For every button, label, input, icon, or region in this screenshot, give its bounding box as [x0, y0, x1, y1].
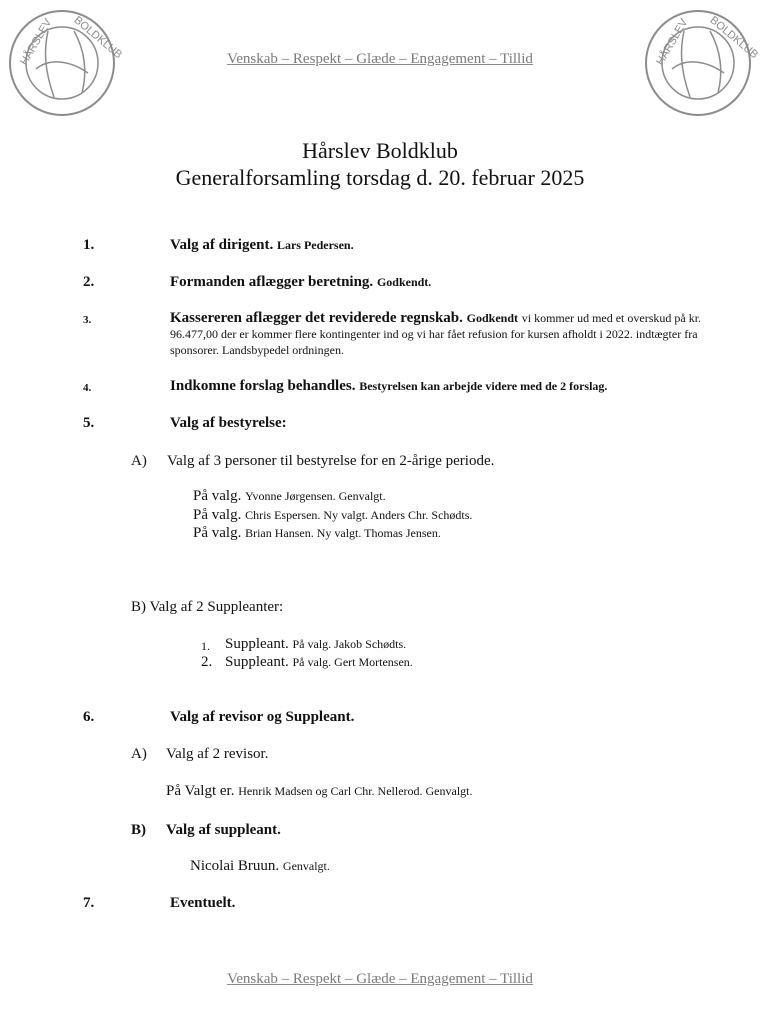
election-prefix: På valg. [193, 488, 242, 504]
agenda-item-4 [170, 378, 710, 395]
club-title: Hårslev Boldklub [302, 138, 458, 163]
election-prefix: På valg. [193, 507, 242, 523]
election-detail: Yvonne Jørgensen. Genvalgt. [245, 489, 386, 503]
substitute-label: Suppleant. [225, 654, 289, 670]
section5-b-text: B) Valg af 2 Suppleanter: [131, 599, 284, 615]
section6-b-text: Valg af suppleant. [166, 822, 281, 838]
section6-b-label: B) [131, 822, 146, 838]
item-note: Lars Pedersen. [276, 238, 354, 252]
election-prefix: På valg. [193, 525, 242, 541]
item-note: Godkendt. [376, 275, 432, 289]
substitute-number: 2. [201, 654, 213, 670]
substitute-auditor-line [190, 858, 330, 875]
substitute-number: 1. [201, 639, 210, 653]
election-line [193, 507, 472, 524]
item-note-bold: Godkendt [466, 311, 518, 325]
item-heading: Valg af revisor og Suppleant. [170, 709, 355, 725]
item-number: 7. [83, 895, 95, 911]
item-heading: Valg af dirigent. [170, 237, 274, 253]
item-number: 2. [83, 274, 95, 290]
agenda-item-3 [170, 310, 710, 358]
item-number: 3. [83, 314, 92, 326]
agenda-item-5 [170, 415, 710, 432]
election-line [193, 488, 386, 505]
election-detail: Chris Espersen. Ny valgt. Anders Chr. Schødts. [245, 508, 473, 522]
item-heading: Kassereren aflægger det reviderede regnskab. [170, 310, 463, 326]
meeting-title: Generalforsamling torsdag d. 20. februar 2025 [175, 165, 585, 190]
agenda-item-7 [170, 895, 710, 912]
item-number: 1. [83, 237, 95, 253]
logo-text-left: HÅRSLEV [654, 16, 691, 68]
agenda-item-1 [170, 237, 710, 254]
agenda-item-6 [170, 709, 710, 726]
substitute-label: Suppleant. [225, 636, 289, 652]
section6-a-label: A) [131, 746, 147, 762]
substitute-detail: På valg. Gert Mortensen. [292, 655, 413, 669]
substitute-auditor-name: Nicolai Bruun. [190, 858, 280, 874]
auditors-prefix: På Valgt er. [166, 783, 235, 799]
substitute-line [225, 636, 406, 653]
section6-a-text: Valg af 2 revisor. [166, 746, 269, 762]
motto-header: Venskab – Respekt – Glæde – Engagement – Tillid [227, 51, 533, 67]
item-heading: Formanden aflægger beretning. [170, 274, 374, 290]
item-number: 5. [83, 415, 95, 431]
logo-text-right: BOLDKLUB [71, 14, 125, 62]
auditors-detail: Henrik Madsen og Carl Chr. Nellerod. Genvalgt. [238, 784, 473, 798]
item-number: 4. [83, 382, 92, 394]
substitute-auditor-detail: Genvalgt. [282, 859, 330, 873]
section5-a-text: Valg af 3 personer til bestyrelse for en 2-årige periode. [167, 453, 495, 469]
item-note: vi kommer ud med et overskud på kr. 96.477,00 der er kommer flere kontingenter ind og vi har fået refusion for kursen afholdt i 2022. indtægter fra sponsorer. Landsbypedel ordningen. [170, 311, 702, 357]
substitute-line [225, 654, 413, 671]
section5-a-label: A) [131, 453, 147, 469]
election-detail: Brian Hansen. Ny valgt. Thomas Jensen. [245, 526, 441, 540]
substitute-detail: På valg. Jakob Schødts. [292, 637, 407, 651]
item-note: Bestyrelsen kan arbejde videre med de 2 forslag. [359, 379, 608, 393]
logo-text-right: BOLDKLUB [707, 14, 760, 62]
logo-text-left: HÅRSLEV [18, 16, 55, 68]
item-heading: Valg af bestyrelse: [170, 415, 287, 431]
item-heading: Indkomne forslag behandles. [170, 378, 356, 394]
item-number: 6. [83, 709, 95, 725]
auditors-line [166, 783, 473, 800]
motto-footer: Venskab – Respekt – Glæde – Engagement – Tillid [227, 971, 533, 987]
agenda-item-2 [170, 274, 710, 291]
election-line [193, 525, 441, 542]
item-heading: Eventuelt. [170, 895, 236, 911]
